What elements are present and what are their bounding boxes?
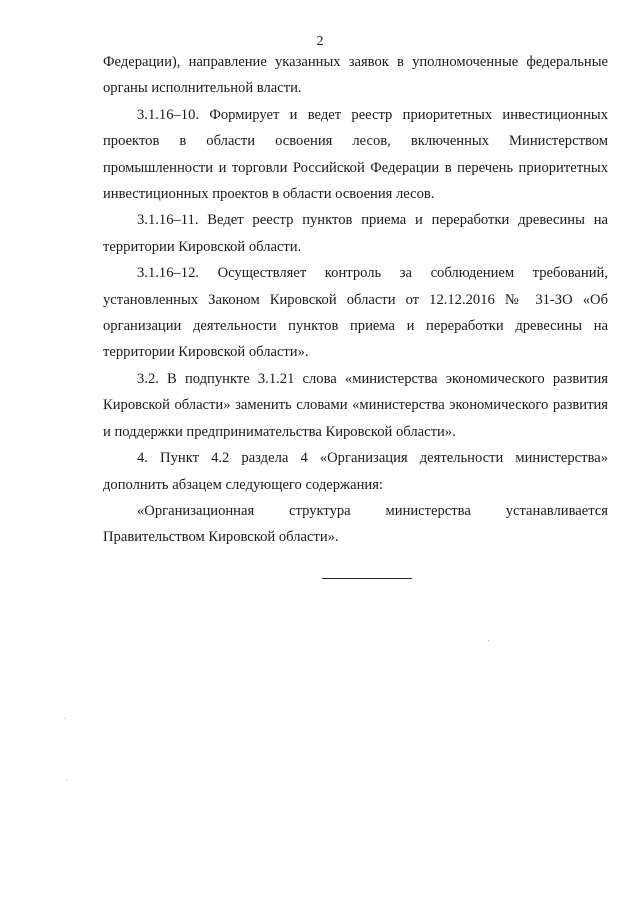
document-body [103,49,608,551]
paragraph-3-1-16-12: 3.1.16–12. Осуществляет контроль за соблюдением требований, установленных Законом Кировской области от 12.12.2016 № 31-ЗО «Об организации деятельности пунктов приема и переработки древесины на территории Кировской области». [103,265,608,361]
paragraph-3-1-16-10: 3.1.16–10. Формирует и ведет реестр приоритетных инвестиционных проектов в области освоения лесов, включенных Министерством промышленности и торговли Российской Федерации в перечень приоритетных инвестиционных проектов в области освоения лесов. [103,106,608,203]
paragraph-continuation: Федерации), направление указанных заявок в уполномоченные федеральные органы исполнительной власти. [103,54,608,97]
paragraph-4: 4. Пункт 4.2 раздела 4 «Организация деятельности министерства» дополнить абзацем следующего содержания: [103,450,608,493]
page-number: 2 [316,34,324,49]
paragraph-3-2: 3.2. В подпункте 3.1.21 слова «министерства экономического развития Кировской области» заменить словами «министерства экономического развития и поддержки предпринимательства Кировской области». [103,370,608,440]
scan-speck [488,640,489,641]
scan-speck [66,779,67,780]
paragraph-quoted-amendment: «Организационная структура министерства устанавливается Правительством Кировской области». [103,502,608,546]
end-of-document-rule [322,578,412,579]
paragraph-3-1-16-11: 3.1.16–11. Ведет реестр пунктов приема и переработки древесины на территории Кировской области. [103,212,608,255]
scan-speck [64,718,65,719]
